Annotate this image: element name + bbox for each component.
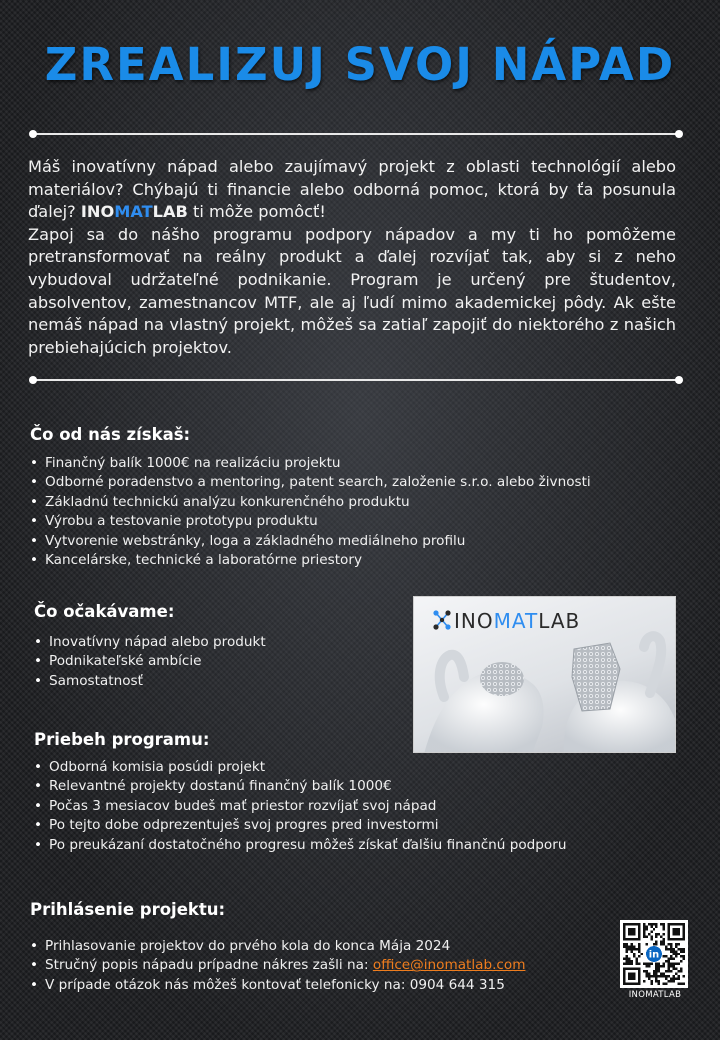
list-item: • Relevantné projekty dostanú finančný balík 1000€ <box>32 777 566 796</box>
registration-heading: Prihlásenie projektu: <box>30 900 226 919</box>
photo-logo-text: INOMATLAB <box>454 609 581 633</box>
list-item: • Výrobu a testovanie prototypu produktu <box>28 512 591 531</box>
list-item: • Samostatnosť <box>32 672 266 691</box>
list-item: • Inovatívny nápad alebo produkt <box>32 633 266 652</box>
list-item: • Odborné poradenstvo a mentoring, patent search, založenie s.r.o. alebo živnosti <box>28 473 591 492</box>
list-item: • Po tejto dobe odprezentuješ svoj progres pred investormi <box>32 816 566 835</box>
benefits-list <box>28 454 591 570</box>
list-item: • Prihlasovanie projektov do prvého kola do konca Mája 2024 <box>28 937 525 956</box>
list-item: • Odborná komisia posúdi projekt <box>32 758 566 777</box>
list-item: • Finančný balík 1000€ na realizáciu projektu <box>28 454 591 473</box>
program-list <box>32 758 566 855</box>
divider-bottom <box>32 379 680 381</box>
qr-code[interactable] <box>620 920 688 988</box>
intro-paragraph-2: Zapoj sa do nášho programu podpory nápadov a my ti ho pomôžeme pretransformovať na reálny produkt a ďalej rozvíjať tak, aby si z neho vybudoval udržateľné podnikanie. Program je určený pre študentov, absolventov, zamestnancov MTF, ale aj ľudí mimo akademickej pôdy. Ak ešte nemáš nápad na vlastný projekt, môžeš sa zatiaľ zapojiť do niektorého z našich prebiehajúcich projektov. <box>28 224 676 357</box>
list-item: • V prípade otázok nás môžeš kontovať telefonicky na: 0904 644 315 <box>28 976 525 995</box>
list-item: • Po preukázaní dostatočného progresu môžeš získať ďalšiu finančnú podporu <box>32 836 566 855</box>
email-link[interactable]: office@inomatlab.com <box>372 957 526 974</box>
list-item: • Kancelárske, technické a laboratórne priestory <box>28 551 591 570</box>
intro-text <box>28 156 676 359</box>
list-item: • Počas 3 mesiacov budeš mať priestor rozvíjať svoj nápad <box>32 797 566 816</box>
poster-title: ZREALIZUJ SVOJ NÁPAD <box>44 38 676 91</box>
divider-top <box>32 133 680 135</box>
expectations-heading: Čo očakávame: <box>34 602 175 621</box>
inomatlab-photo <box>413 596 676 753</box>
qr-block <box>620 920 690 1000</box>
list-item: • Stručný popis nápadu prípadne nákres zašli na: office@inomatlab.com <box>28 956 525 975</box>
linkedin-icon-glyph: in <box>648 949 660 961</box>
list-item: • Základnú technickú analýzu konkurenčného produktu <box>28 493 591 512</box>
intro-paragraph-1: Máš inovatívny nápad alebo zaujímavý projekt z oblasti technológií alebo materiálov? Chýbajú ti financie alebo odborná pomoc, ktorá by ťa posunula ďalej? INOMATLAB ti môže pomôcť! <box>28 157 676 222</box>
expectations-list <box>32 633 266 691</box>
qr-caption: INOMATLAB <box>628 990 682 1000</box>
list-item: • Podnikateľské ambície <box>32 652 266 671</box>
benefits-heading: Čo od nás získaš: <box>30 425 191 444</box>
registration-list <box>28 937 525 995</box>
gloved-hands-image <box>414 597 676 753</box>
brand-name: INOMATLAB <box>80 202 188 222</box>
list-item: • Vytvorenie webstránky, loga a základného mediálneho profilu <box>28 532 591 551</box>
program-heading: Priebeh programu: <box>34 730 210 749</box>
